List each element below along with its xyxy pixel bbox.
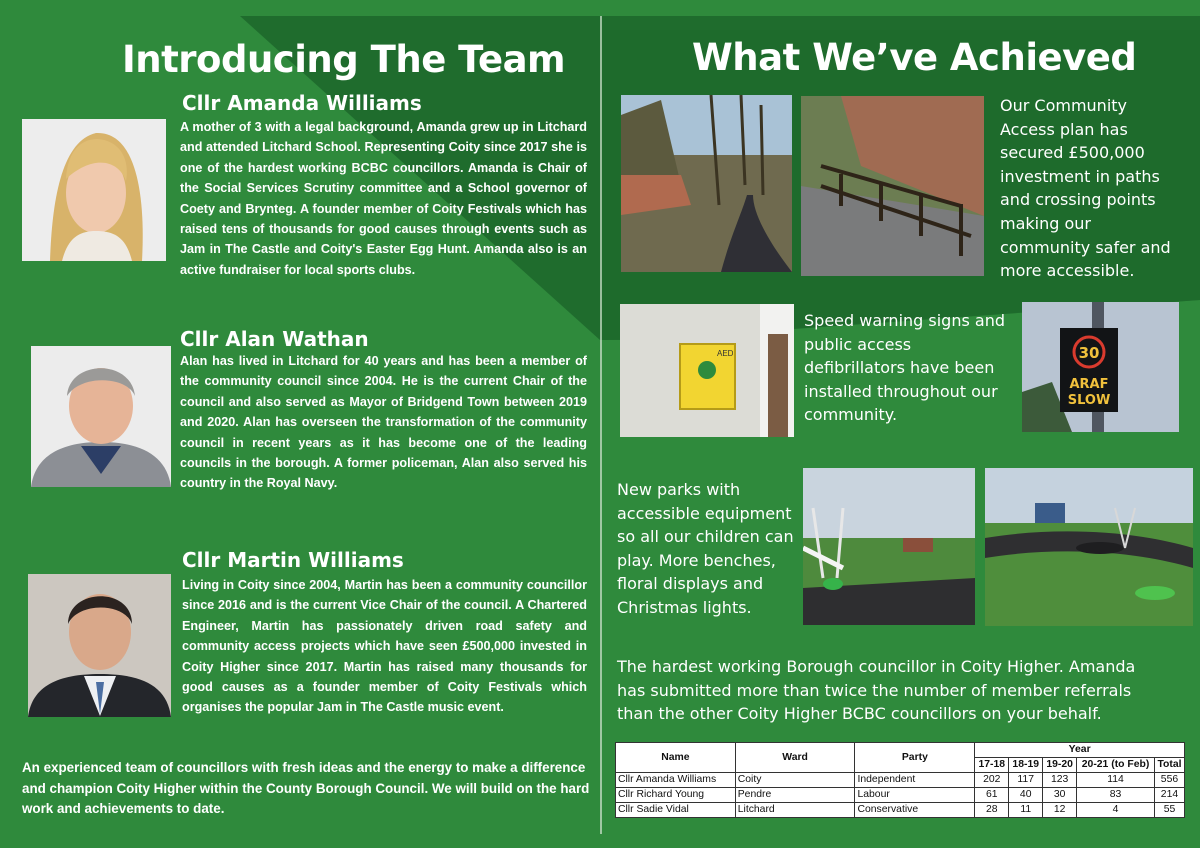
- member-bio: A mother of 3 with a legal background, Amanda grew up in Litchard and attended Litchard School. Representing Coity since 2017 she is one of the hardest working BCBC councillors. Amanda is Chair of the Social Services Scrutiny committee and a School governor of Coety and Brynteg. A founder member of Coity Festivals which has raised tens of thousands for good causes through events such as Jam in The Castle and Coity's Easter Egg Hunt. Amanda also is an active fundraiser for local sports clubs.: [180, 120, 587, 277]
- cell-ward: Pendre: [735, 788, 855, 803]
- svg-text:ARAF: ARAF: [1069, 377, 1109, 392]
- cell-name: Cllr Amanda Williams: [616, 773, 736, 788]
- cell-value: 4: [1077, 803, 1155, 818]
- svg-text:SLOW: SLOW: [1067, 393, 1111, 408]
- cell-total: 55: [1154, 803, 1184, 818]
- cell-value: 40: [1009, 788, 1043, 803]
- portrait-icon: [22, 119, 166, 261]
- table-row: [616, 773, 1185, 788]
- cell-ward: Coity: [735, 773, 855, 788]
- portrait-icon: [31, 346, 171, 487]
- cell-party: Labour: [855, 788, 975, 803]
- member-name: Cllr Alan Wathan: [180, 327, 369, 351]
- cell-total: 556: [1154, 773, 1184, 788]
- header-name: Name: [616, 743, 736, 773]
- member-bio: Alan has lived in Litchard for 40 years and has been a member of the community council since 2004. He is the current Chair of the council and also served as Mayor of Bridgend Town between 2019 and 2020. Alan has overseen the transformation of the community council in recent years as it has become one of the leading councils in the borough. A former policeman, Alan also served his country in the Royal Navy.: [180, 354, 587, 491]
- cell-value: 117: [1009, 773, 1043, 788]
- cell-ward: Litchard: [735, 803, 855, 818]
- cell-value: 83: [1077, 788, 1155, 803]
- defibrillator-icon: [620, 304, 794, 437]
- martin-photo: [28, 574, 171, 717]
- team-title: Introducing The Team: [122, 38, 566, 81]
- cell-name: Cllr Richard Young: [616, 788, 736, 803]
- park-photo-1: [803, 468, 975, 625]
- header-party: Party: [855, 743, 975, 773]
- member-bio: Living in Coity since 2004, Martin has been a community councillor since 2016 and is the current Vice Chair of the council. A Chartered Engineer, Martin has passionately driven road safety and community access projects which have seen £500,000 invested in Coity Higher since 2017. Martin has raised many thousands for good causes as a founder member of Coity Festivals which organises the popular Jam in The Castle music event.: [182, 578, 587, 715]
- portrait-icon: [28, 574, 171, 717]
- cell-value: 61: [975, 788, 1009, 803]
- cell-value: 114: [1077, 773, 1155, 788]
- member-name: Cllr Martin Williams: [182, 548, 404, 572]
- cell-value: 30: [1043, 788, 1077, 803]
- playground-icon: [985, 468, 1193, 626]
- cell-value: 12: [1043, 803, 1077, 818]
- speed-sign-icon: [1022, 302, 1179, 432]
- speed-signs-text: Speed warning signs and public access defibrillators have been installed throughout our community.: [804, 311, 1005, 425]
- table-row: [616, 803, 1185, 818]
- svg-text:AED: AED: [717, 349, 734, 358]
- cell-name: Cllr Sadie Vidal: [616, 803, 736, 818]
- header-year-col: 19-20: [1043, 758, 1077, 773]
- achieved-title: What We’ve Achieved: [692, 36, 1137, 79]
- referrals-text: The hardest working Borough councillor in Coity Higher. Amanda has submitted more than twice the number of member referrals than the other Coity Higher BCBC councillors on your behalf.: [617, 657, 1136, 724]
- park-photo-2: [985, 468, 1193, 626]
- path-photo-icon: [621, 95, 792, 272]
- cell-value: 123: [1043, 773, 1077, 788]
- cell-value: 28: [975, 803, 1009, 818]
- cell-value: 202: [975, 773, 1009, 788]
- defibrillator-photo: [620, 304, 794, 437]
- ramp-path-photo: [801, 96, 984, 276]
- cell-party: Conservative: [855, 803, 975, 818]
- cell-party: Independent: [855, 773, 975, 788]
- cell-total: 214: [1154, 788, 1184, 803]
- header-year-col: 20-21 (to Feb): [1077, 758, 1155, 773]
- member-name: Cllr Amanda Williams: [182, 91, 422, 115]
- cell-value: 11: [1009, 803, 1043, 818]
- header-total-col: Total: [1154, 758, 1184, 773]
- table-row: [616, 788, 1185, 803]
- referrals-table: [615, 742, 1185, 818]
- center-divider: [600, 16, 602, 834]
- amanda-photo: [22, 119, 166, 261]
- parks-text: New parks with accessible equipment so all our children can play. More benches, floral displays and Christmas lights.: [617, 480, 794, 617]
- header-year-col: 17-18: [975, 758, 1009, 773]
- alan-photo: [31, 346, 171, 487]
- ramp-photo-icon: [801, 96, 984, 276]
- closing-statement: An experienced team of councillors with fresh ideas and the energy to make a difference and champion Coity Higher within the County Borough Council. We will build on the hard work and achievements to date.: [22, 760, 590, 816]
- header-year: Year: [975, 743, 1185, 758]
- header-ward: Ward: [735, 743, 855, 773]
- svg-text:30: 30: [1078, 344, 1100, 362]
- access-plan-text: Our Community Access plan has secured £500,000 investment in paths and crossing points making our community safer and more accessible.: [1000, 96, 1171, 281]
- woodland-path-photo: [621, 95, 792, 272]
- speed-sign-photo: [1022, 302, 1179, 432]
- header-year-col: 18-19: [1009, 758, 1043, 773]
- playground-icon: [803, 468, 975, 625]
